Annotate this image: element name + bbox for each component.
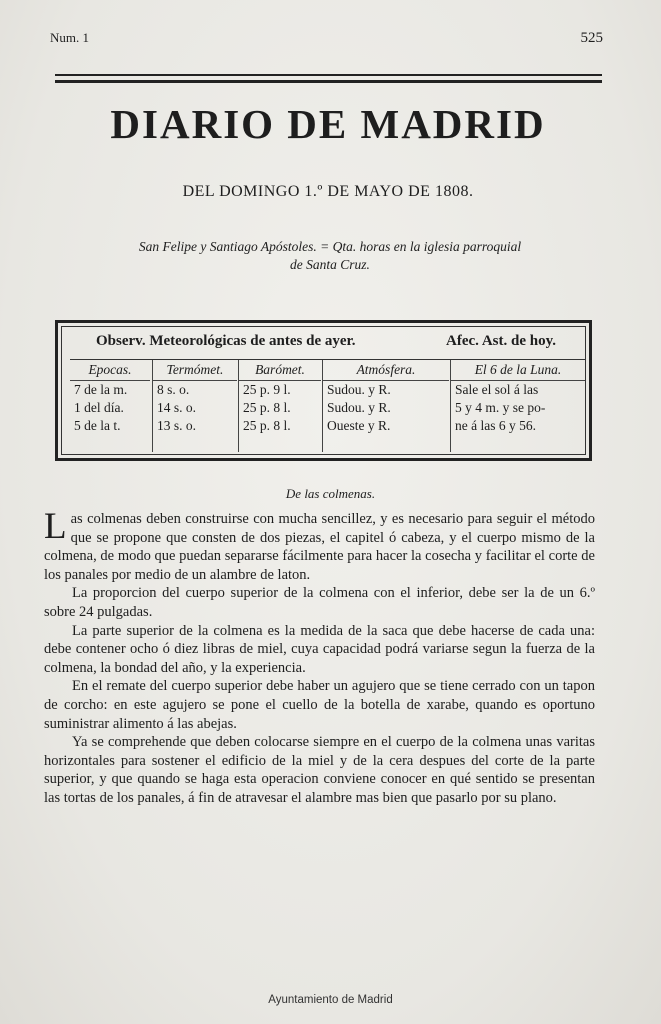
paragraph-text: as colmenas deben construirse con mucha sencillez, y es necesario para seguir el método que se propone que consten de dos piezas, el capitel ó cabeza, y el cuerpo mismo de la colmena, de modo que puedan separarse fácilmente para hacer la cosecha y facilitar el corte de los panales por medio de un alambre de laton. (44, 511, 595, 583)
column-header: Termómet. (153, 360, 237, 381)
masthead-rule-thick (55, 80, 602, 83)
article-paragraph (44, 506, 595, 584)
saints-notice (60, 238, 600, 274)
masthead-title: DIARIO DE MADRID (110, 101, 546, 147)
meteorological-table-inner (61, 326, 586, 455)
column-barometro (238, 360, 321, 452)
column-header: Atmósfera. (323, 360, 449, 381)
article-paragraph: Ya se comprehende que deben colocarse siempre en el cuerpo de la colmena unas varitas horizontales para sostener el edificio de la miel y de la cera despues del corte de la parte superior, y que quando se haga esta operacion conviene conocer en qué sentido se presentan las tortas de los panales, á fin de atravesar el alambre mas bien que pasarlo por su plano. (44, 734, 595, 806)
column-header: El 6 de la Luna. (451, 360, 585, 381)
column-luna (450, 360, 585, 452)
column-termometro (152, 360, 237, 452)
table-cell: 1 del día. (74, 400, 124, 415)
table-cell: 8 s. o. (157, 382, 190, 397)
saints-line-2: de Santa Cruz. (290, 257, 370, 272)
table-grid (70, 359, 585, 452)
table-cell: Sale el sol á las (455, 382, 539, 397)
issue-number: Num. 1 (50, 30, 89, 45)
table-cell: 25 p. 8 l. (243, 400, 291, 415)
page-number: 525 (580, 30, 603, 46)
table-cell: 14 s. o. (157, 400, 197, 415)
article-paragraph: En el remate del cuerpo superior debe haber un agujero que se tiene cerrado con un tapon de corcho: en este agujero se pone el cuello de la botella de xarabe, quando es oportuno suministrar alimento á las abejas. (44, 678, 595, 732)
table-title-astronomy: Afec. Ast. de hoy. (446, 333, 556, 349)
table-cell: Sudou. y R. (327, 400, 391, 415)
meteorological-table (55, 320, 592, 461)
table-cell: 5 y 4 m. y se po- (455, 400, 546, 415)
drop-cap: L (44, 506, 67, 547)
archive-credit: Ayuntamiento de Madrid (268, 994, 393, 1006)
column-atmosfera (322, 360, 449, 452)
saints-line-1: San Felipe y Santiago Apóstoles. = Qta. horas en la iglesia parroquial (138, 239, 522, 254)
article-paragraph: La proporcion del cuerpo superior de la colmena con el inferior, debe ser la de un 6.º sobre 24 pulgadas. (44, 585, 595, 620)
table-cell: Oueste y R. (327, 418, 391, 433)
table-cell: 5 de la t. (74, 418, 121, 433)
table-cell: 7 de la m. (74, 382, 128, 397)
table-title-observations: Observ. Meteorológicas de antes de ayer. (96, 333, 356, 349)
column-header: Epocas. (70, 360, 150, 381)
table-cell: ne á las 6 y 56. (455, 418, 536, 433)
column-header: Barómet. (239, 360, 321, 381)
table-cell: 25 p. 8 l. (243, 418, 291, 433)
dateline: DEL DOMINGO 1.º DE MAYO DE 1808. (182, 183, 474, 200)
column-epocas (70, 360, 150, 452)
article-body (44, 506, 595, 808)
table-cell: 13 s. o. (157, 418, 197, 433)
table-cell: Sudou. y R. (327, 382, 391, 397)
article-title: De las colmenas. (285, 486, 376, 501)
masthead-rule (55, 74, 602, 76)
article-paragraph: La parte superior de la colmena es la medida de la saca que debe hacerse de cada una: debe contener ocho ó diez libras de miel, cuya capacidad podrá variarse segun la fuerza de la colmena, la bondad del año, y la experiencia. (44, 622, 595, 676)
table-cell: 25 p. 9 l. (243, 382, 291, 397)
